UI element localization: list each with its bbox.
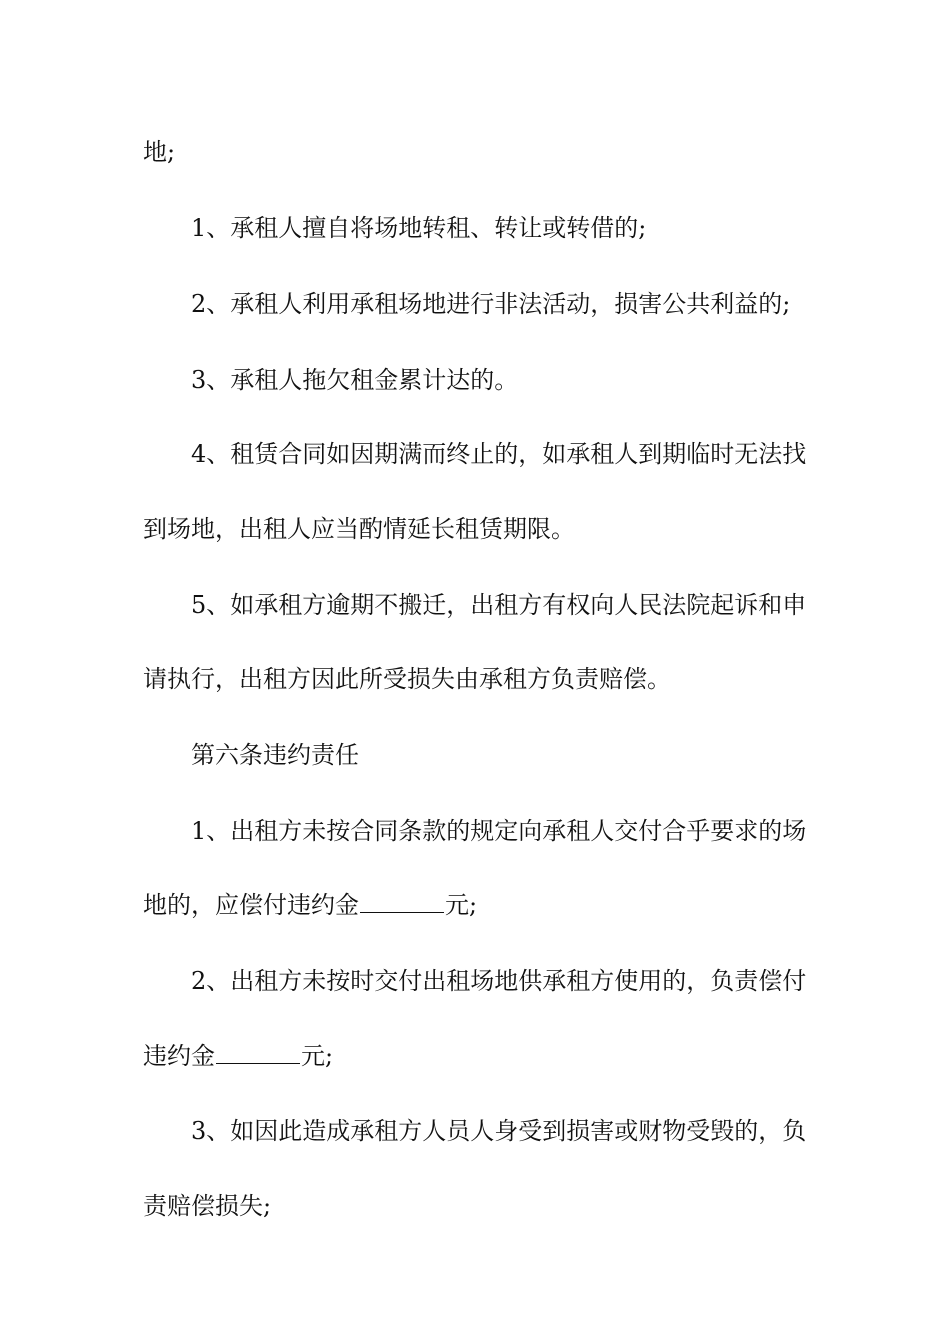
numbered-clause-line: 2、承租人利用承租场地进行非法活动，损害公共利益的; xyxy=(191,290,791,318)
paragraph-line: 责赔偿损失; xyxy=(143,1192,272,1220)
numbered-clause-line: 3、承租人拖欠租金累计达的。 xyxy=(191,366,519,394)
line-text-before-blank: 违约金 xyxy=(143,1042,215,1070)
numbered-clause-line: 1、承租人擅自将场地转租、转让或转借的; xyxy=(191,214,647,242)
fill-in-blank xyxy=(216,1045,300,1064)
line-text-after-blank: 元; xyxy=(301,1042,334,1070)
paragraph-line-with-blank xyxy=(143,889,823,921)
paragraph-line: 请执行，出租方因此所受损失由承租方负责赔偿。 xyxy=(143,665,671,693)
numbered-clause-line: 3、如因此造成承租方人员人身受到损害或财物受毁的，负 xyxy=(191,1117,807,1145)
numbered-clause-line: 4、租赁合同如因期满而终止的，如承租人到期临时无法找 xyxy=(191,440,807,468)
paragraph-line: 地; xyxy=(143,138,176,166)
numbered-clause-line: 5、如承租方逾期不搬迁，出租方有权向人民法院起诉和申 xyxy=(191,591,807,619)
article-heading: 第六条违约责任 xyxy=(191,741,359,769)
numbered-clause-line: 2、出租方未按时交付出租场地供承租方使用的，负责偿付 xyxy=(191,967,807,995)
fill-in-blank xyxy=(360,894,444,913)
paragraph-line: 到场地，出租人应当酌情延长租赁期限。 xyxy=(143,515,575,543)
line-text-after-blank: 元; xyxy=(445,891,478,919)
numbered-clause-line: 1、出租方未按合同条款的规定向承租人交付合乎要求的场 xyxy=(191,817,807,845)
line-text-before-blank: 地的，应偿付违约金 xyxy=(143,891,359,919)
paragraph-line-with-blank xyxy=(143,1040,823,1072)
